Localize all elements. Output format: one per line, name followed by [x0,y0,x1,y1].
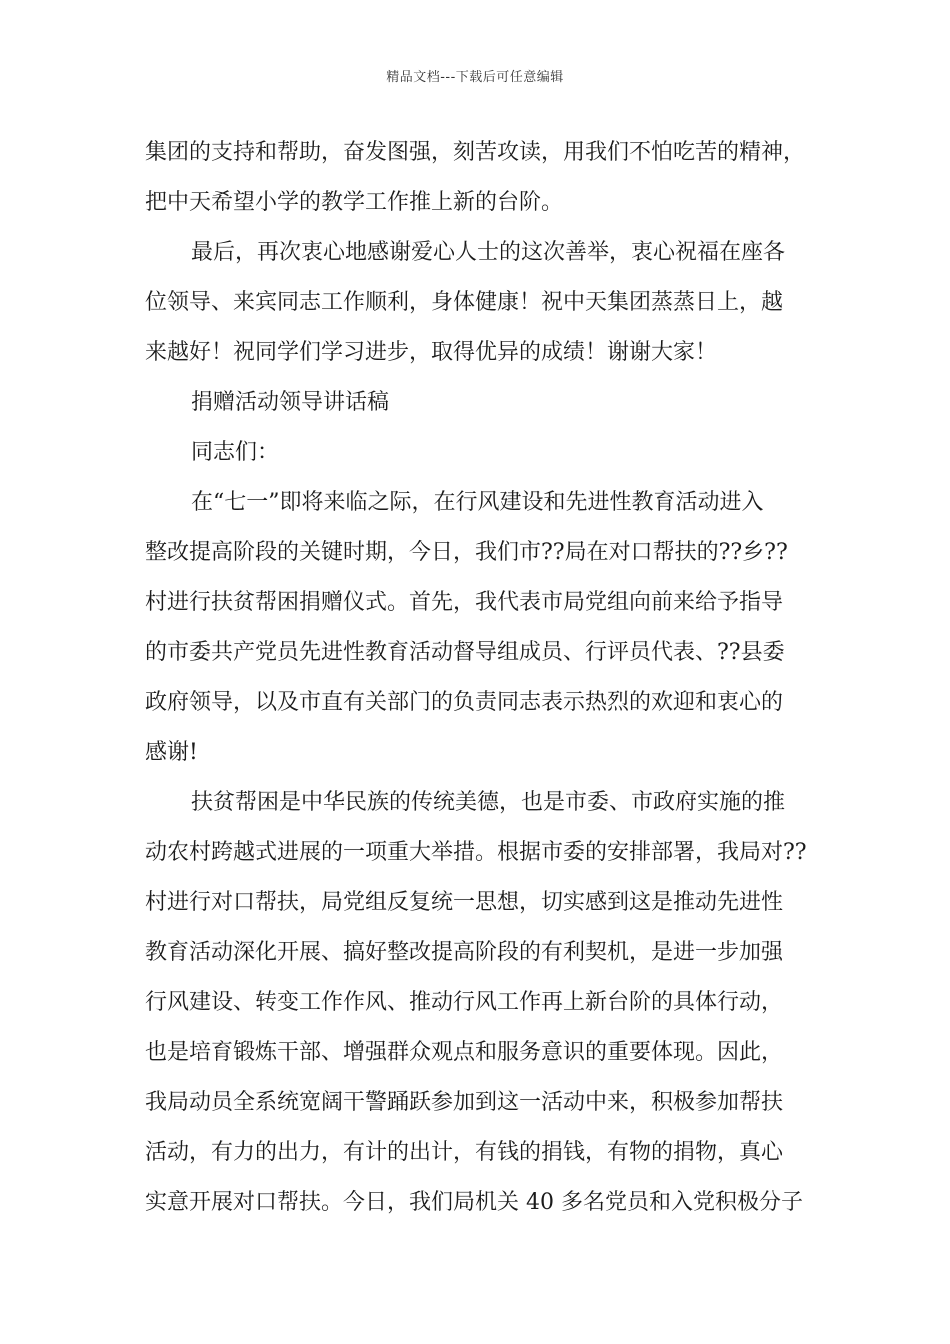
text-line: 把中天希望小学的教学工作推上新的台阶。 [145,190,564,215]
text-line: 村进行扶贫帮困捐赠仪式。首先，我代表市局党组向前来给予指导 [145,590,784,615]
text-line: 位领导、来宾同志工作顺利，身体健康！祝中天集团蒸蒸日上，越 [145,290,784,315]
text-line: 的市委共产党员先进性教育活动督导组成员、行评员代表、??县委 [145,640,785,665]
text-line: 也是培育锻炼干部、增强群众观点和服务意识的重要体现。因此， [145,1040,784,1065]
text-line: 政府领导，以及市直有关部门的负责同志表示热烈的欢迎和衷心的 [145,690,784,715]
text-line: 集团的支持和帮助，奋发图强，刻苦攻读，用我们不怕吃苦的精神， [145,140,806,165]
text-line: 在“七一”即将来临之际，在行风建设和先进性教育活动进入 [191,490,764,515]
text-line: 活动，有力的出力，有计的出计，有钱的捐钱，有物的捐物，真心 [145,1140,784,1165]
text-line: 实意开展对口帮扶。今日，我们局机关 40 多名党员和入党积极分子 [145,1190,803,1215]
text-line: 教育活动深化开展、搞好整改提高阶段的有利契机，是进一步加强 [145,940,784,965]
text-line: 我局动员全系统宽阔干警踊跃参加到这一活动中来，积极参加帮扶 [145,1090,784,1115]
page-header: 精品文档---下载后可任意编辑 [386,70,564,85]
text-line: 村进行对口帮扶，局党组反复统一思想，切实感到这是推动先进性 [145,890,784,915]
text-line: 来越好！祝同学们学习进步，取得优异的成绩！谢谢大家！ [145,340,718,365]
text-line: 扶贫帮困是中华民族的传统美德，也是市委、市政府实施的推 [191,790,786,815]
text-line: 行风建设、转变工作作风、推动行风工作再上新台阶的具体行动， [145,990,784,1015]
document-body [145,128,810,1228]
text-line: 动农村跨越式进展的一项重大举措。根据市委的安排部署，我局对?? [145,840,807,865]
salutation: 同志们： [191,440,280,465]
text-line: 感谢! [145,740,198,765]
text-line: 整改提高阶段的关键时期，今日，我们市??局在对口帮扶的??乡?? [145,540,788,565]
section-title: 捐赠活动领导讲话稿 [191,390,390,415]
text-line: 最后，再次衷心地感谢爱心人士的这次善举，衷心祝福在座各 [191,240,786,265]
